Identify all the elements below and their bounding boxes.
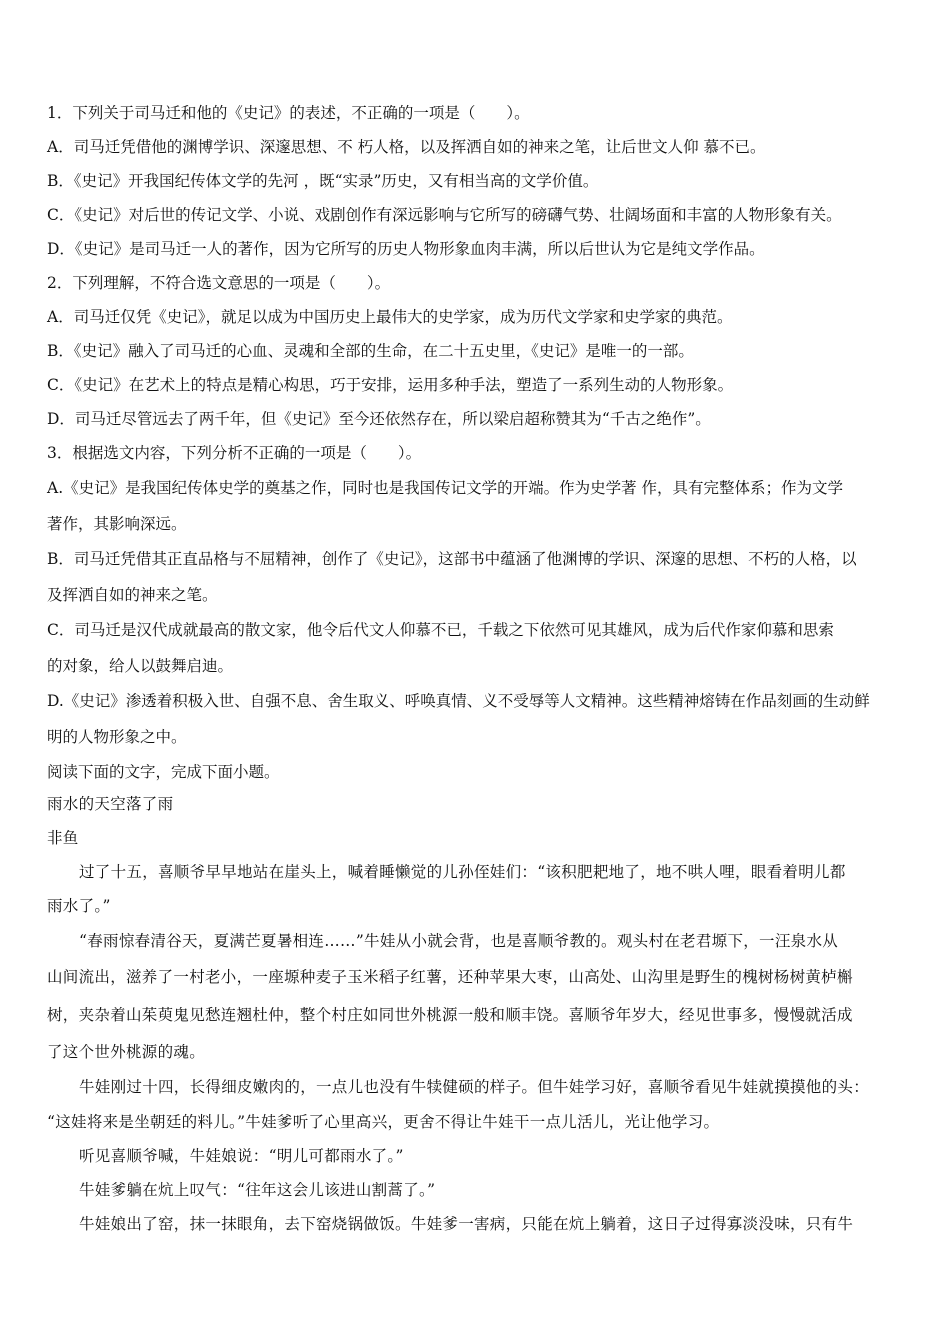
passage-paragraph-3-line1: 牛娃刚过十四，长得细皮嫩肉的，一点儿也没有牛犊健硕的样子。但牛娃学习好，喜顺爷看见牛娃就摸摸他的头： <box>79 1078 870 1096</box>
passage-paragraph-2-line4: 了这个世外桃源的魂。 <box>47 1043 206 1061</box>
passage-paragraph-3-line2: “这娃将来是坐朝廷的料儿。”牛娃爹听了心里高兴，更舍不得让牛娃干一点儿活儿，光让他学习。 <box>47 1113 720 1131</box>
q1-option-d: D．《史记》是司马迁一人的著作，因为它所写的历史人物形象血肉丰满，所以后世认为它是纯文学作品。 <box>47 240 765 258</box>
q1-stem: 1．下列关于司马迁和他的《史记》的表述，不正确的一项是（ ）。 <box>47 104 530 122</box>
q3-option-d-line1: D.《史记》渗透着积极入世、自强不息、舍生取义、呼唤真情、义不受辱等人文精神。这些精神熔铸在作品刻画的生动鲜 <box>47 692 870 710</box>
passage-paragraph-1-line1: 过了十五，喜顺爷早早地站在崖头上，喊着睡懒觉的儿孙侄娃们：“该积肥耙地了，地不哄人哩，眼看着明儿都 <box>79 863 846 881</box>
q2-option-b: B．《史记》融入了司马迁的心血、灵魂和全部的生命，在二十五史里，《史记》是唯一的一部。 <box>47 342 694 360</box>
passage-paragraph-1-line2: 雨水了。” <box>47 897 111 915</box>
q3-option-b-line1: B．司马迁凭借其正直品格与不屈精神，创作了《史记》，这部书中蕴涵了他渊博的学识、深邃的思想、不朽的人格，以 <box>47 550 857 568</box>
passage-paragraph-2-line1: “春雨惊春清谷天，夏满芒夏暑相连……”牛娃从小就会背，也是喜顺爷教的。观头村在老君塬下，一汪泉水从 <box>79 932 839 950</box>
q3-option-c-line2: 的对象，给人以鼓舞启迪。 <box>47 657 234 675</box>
passage-paragraph-5: 牛娃爹躺在炕上叹气：“往年这会儿该进山割蒿了。” <box>79 1181 436 1199</box>
q3-option-c-line1: C．司马迁是汉代成就最高的散文家，他令后代文人仰慕不已，千载之下依然可见其雄风，成为后代作家仰慕和思索 <box>47 621 834 639</box>
reading-instruction: 阅读下面的文字，完成下面小题。 <box>47 763 280 781</box>
q3-option-a-line1: A.《史记》是我国纪传体史学的奠基之作，同时也是我国传记文学的开端。作为史学著 作，具有完整体系；作为文学 <box>47 479 844 497</box>
q2-stem: 2．下列理解，不符合选文意思的一项是（ ）。 <box>47 274 391 292</box>
q1-option-a: A．司马迁凭借他的渊博学识、深邃思想、不 朽人格，以及挥洒自如的神来之笔，让后世文人仰 慕不已。 <box>47 138 766 156</box>
q1-option-b: B．《史记》开我国纪传体文学的先河 ，既“实录”历史，又有相当高的文学价值。 <box>47 172 599 190</box>
passage-author: 非鱼 <box>47 829 79 847</box>
q1-option-c: C．《史记》对后世的传记文学、小说、戏剧创作有深远影响与它所写的磅礴气势、壮阔场面和丰富的人物形象有关。 <box>47 206 842 224</box>
passage-paragraph-2-line2: 山间流出，滋养了一村老小，一座塬种麦子玉米稻子红薯，还种苹果大枣，山高处、山沟里是野生的槐树杨树黄栌槲 <box>47 968 853 986</box>
q3-option-b-line2: 及挥洒自如的神来之笔。 <box>47 586 218 604</box>
q3-stem: 3．根据选文内容，下列分析不正确的一项是（ ）。 <box>47 444 422 462</box>
passage-paragraph-6-line1: 牛娃娘出了窑，抹一抹眼角，去下窑烧锅做饭。牛娃爹一害病，只能在炕上躺着，这日子过得寡淡没味，只有牛 <box>79 1215 854 1233</box>
q3-option-d-line2: 明的人物形象之中。 <box>47 728 187 746</box>
q2-option-d: D．司马迁尽管远去了两千年，但《史记》至今还依然存在，所以梁启超称赞其为“千古之绝作”。 <box>47 410 711 428</box>
q2-option-a: A．司马迁仅凭《史记》，就足以成为中国历史上最伟大的史学家，成为历代文学家和史学家的典范。 <box>47 308 733 326</box>
q3-option-a-line2: 著作，其影响深远。 <box>47 515 187 533</box>
passage-paragraph-4: 听见喜顺爷喊，牛娃娘说：“明儿可都雨水了。” <box>79 1147 404 1165</box>
passage-paragraph-2-line3: 树，夹杂着山茱萸鬼见愁连翘杜仲，整个村庄如同世外桃源一般和顺丰饶。喜顺爷年岁大，经见世事多，慢慢就活成 <box>47 1006 853 1024</box>
passage-title: 雨水的天空落了雨 <box>47 795 174 813</box>
q2-option-c: C．《史记》在艺术上的特点是精心构思，巧于安排，运用多种手法，塑造了一系列生动的人物形象。 <box>47 376 734 394</box>
